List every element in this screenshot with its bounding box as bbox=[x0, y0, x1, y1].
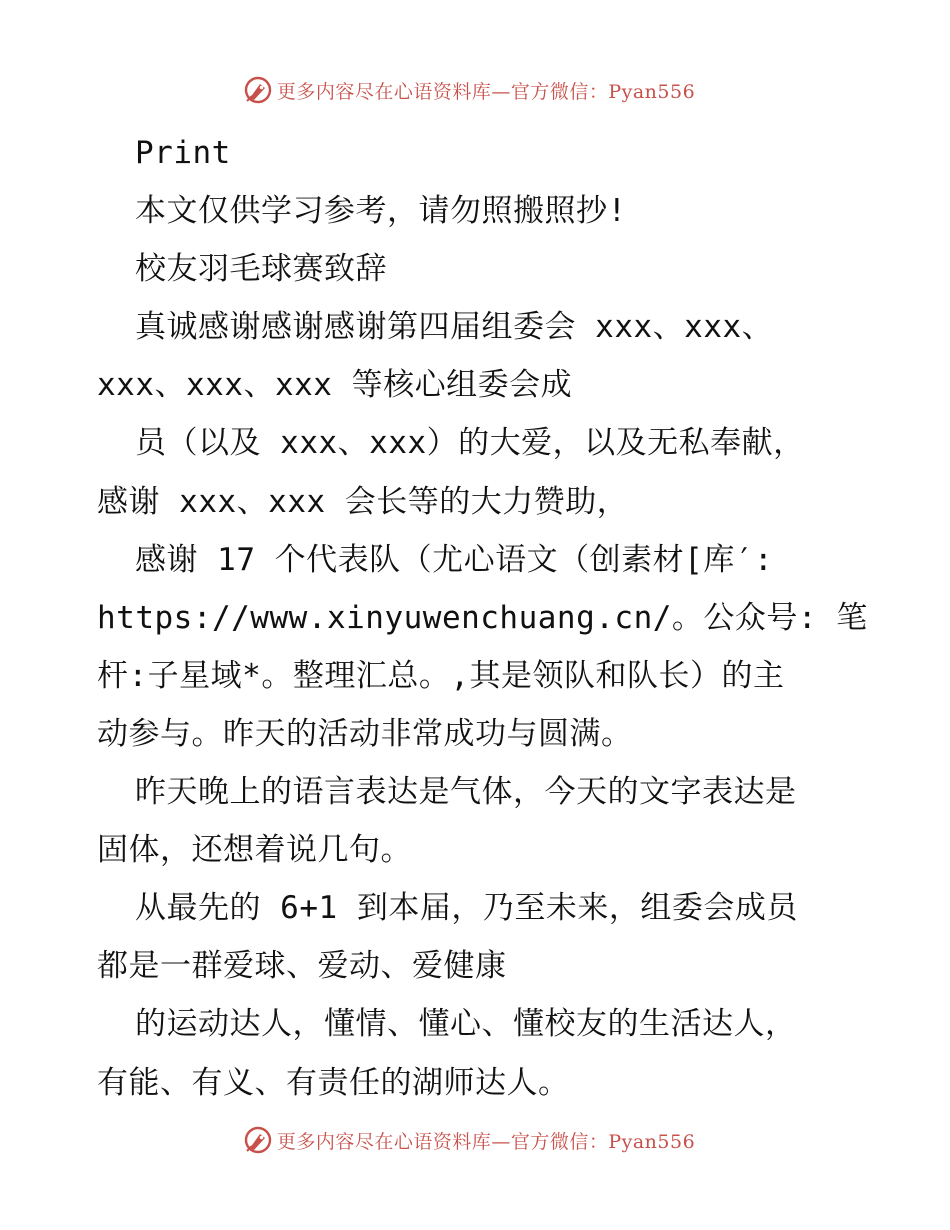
doc-line: https://www.xinyuwenchuang.cn/。公众号: 笔 bbox=[97, 599, 868, 636]
doc-line: 都是一群爱球、爱动、爱健康 bbox=[97, 948, 507, 985]
header-watermark bbox=[0, 70, 950, 110]
pen-nib-logo-icon bbox=[243, 75, 273, 105]
doc-line: 真诚感谢感谢感谢第四届组委会 xxx、xxx、 bbox=[135, 309, 774, 346]
doc-line: 昨天晚上的语言表达是气体，今天的文字表达是 bbox=[135, 774, 797, 811]
doc-line: 固体，还想着说几句。 bbox=[97, 832, 412, 869]
doc-line: 感谢 17 个代表队（尤心语文（创素材[库′: bbox=[135, 541, 774, 578]
doc-line: 有能、有义、有责任的湖师达人。 bbox=[97, 1064, 570, 1101]
watermark-text: 更多内容尽在心语资料库—官方微信：Pyan556 bbox=[276, 1130, 696, 1153]
doc-line: 动参与。昨天的活动非常成功与圆满。 bbox=[97, 715, 633, 752]
doc-line: 员（以及 xxx、xxx）的大爱，以及无私奉献， bbox=[135, 425, 805, 462]
doc-line: 杆:子星域*。整理汇总。,其是领队和队长）的主 bbox=[97, 657, 785, 694]
doc-line: 的运动达人，懂情、懂心、懂校友的生活达人， bbox=[135, 1006, 797, 1043]
footer-watermark bbox=[0, 1120, 950, 1160]
pen-nib-logo-icon bbox=[243, 1125, 273, 1155]
doc-line: 校友羽毛球赛致辞 bbox=[135, 251, 387, 288]
doc-line: 本文仅供学习参考，请勿照搬照抄! bbox=[135, 193, 627, 230]
doc-line: Print bbox=[135, 135, 231, 171]
doc-line: 从最先的 6+1 到本届，乃至未来，组委会成员 bbox=[135, 890, 798, 927]
doc-line: xxx、xxx、xxx 等核心组委会成 bbox=[97, 367, 573, 404]
watermark-text: 更多内容尽在心语资料库—官方微信：Pyan556 bbox=[276, 80, 696, 103]
doc-line: 感谢 xxx、xxx 会长等的大力赞助， bbox=[97, 483, 629, 520]
document-body bbox=[97, 124, 868, 1112]
